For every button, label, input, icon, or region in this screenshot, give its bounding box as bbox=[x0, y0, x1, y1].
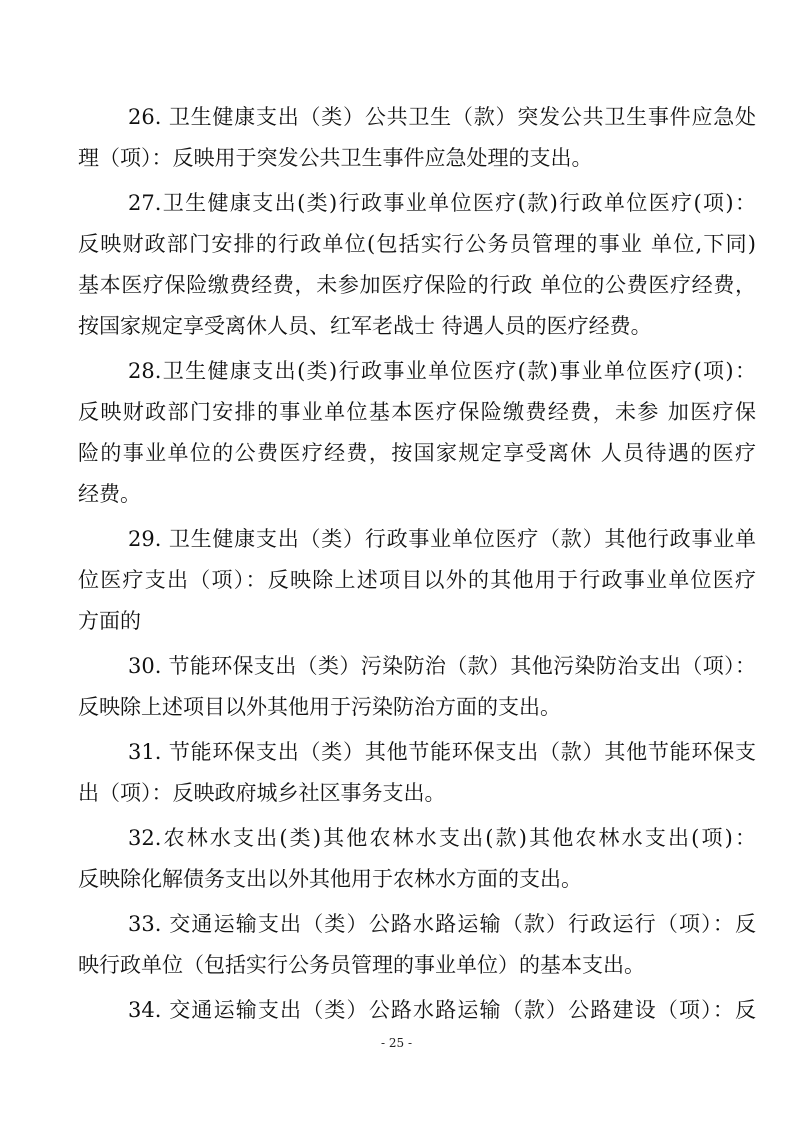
document-body bbox=[78, 97, 756, 1035]
paragraph bbox=[78, 183, 756, 347]
text-line: 位医疗支出（项）：反映除上述项目以外的其他用于行政事业单位医疗 bbox=[78, 568, 756, 592]
text-line: 经费。 bbox=[78, 482, 141, 506]
text-line: 出（项）：反映政府城乡社区事务支出。 bbox=[78, 781, 446, 805]
text-line: 理（项）：反映用于突发公共卫生事件应急处理的支出。 bbox=[78, 146, 593, 170]
text-line: 34. 交通运输支出（类）公路水路运输（款）公路建设（项）：反 bbox=[128, 998, 756, 1022]
text-line: 27.卫生健康支出(类)行政事业单位医疗(款)行政单位医疗(项)： bbox=[128, 191, 756, 215]
text-line: 按国家规定享受离休人员、红军老战士 待遇人员的医疗经费。 bbox=[78, 314, 652, 338]
text-line: 基本医疗保险缴费经费，未参加医疗保险的行政 单位的公费医疗经费， bbox=[78, 273, 756, 297]
paragraph bbox=[78, 904, 756, 986]
paragraph bbox=[78, 818, 756, 900]
paragraph bbox=[78, 519, 756, 642]
paragraph bbox=[78, 97, 756, 179]
text-line: 反映除上述项目以外其他用于污染防治方面的支出。 bbox=[78, 695, 561, 719]
paragraph bbox=[78, 351, 756, 515]
text-line: 32.农林水支出(类)其他农林水支出(款)其他农林水支出(项)： bbox=[128, 826, 756, 850]
text-line: 方面的 bbox=[78, 609, 141, 633]
text-line: 30. 节能环保支出（类）污染防治（款）其他污染防治支出（项）： bbox=[128, 654, 756, 678]
paragraph bbox=[78, 990, 756, 1031]
text-line: 险的事业单位的公费医疗经费，按国家规定享受离休 人员待遇的医疗 bbox=[78, 441, 756, 465]
text-line: 映行政单位（包括实行公务员管理的事业单位）的基本支出。 bbox=[78, 953, 645, 977]
text-line: 33. 交通运输支出（类）公路水路运输（款）行政运行（项）：反 bbox=[128, 912, 756, 936]
page-number: - 25 - bbox=[380, 1036, 412, 1050]
text-line: 28.卫生健康支出(类)行政事业单位医疗(款)事业单位医疗(项)： bbox=[128, 359, 756, 383]
text-line: 反映财政部门安排的事业单位基本医疗保险缴费经费，未参 加医疗保 bbox=[78, 400, 756, 424]
text-line: 31. 节能环保支出（类）其他节能环保支出（款）其他节能环保支 bbox=[128, 740, 756, 764]
text-line: 反映除化解债务支出以外其他用于农林水方面的支出。 bbox=[78, 867, 582, 891]
text-line: 26. 卫生健康支出（类）公共卫生（款）突发公共卫生事件应急处 bbox=[128, 105, 756, 129]
text-line: 29. 卫生健康支出（类）行政事业单位医疗（款）其他行政事业单 bbox=[128, 527, 756, 551]
paragraph bbox=[78, 732, 756, 814]
paragraph bbox=[78, 646, 756, 728]
text-line: 反映财政部门安排的行政单位(包括实行公务员管理的事业 单位,下同) bbox=[78, 232, 756, 256]
